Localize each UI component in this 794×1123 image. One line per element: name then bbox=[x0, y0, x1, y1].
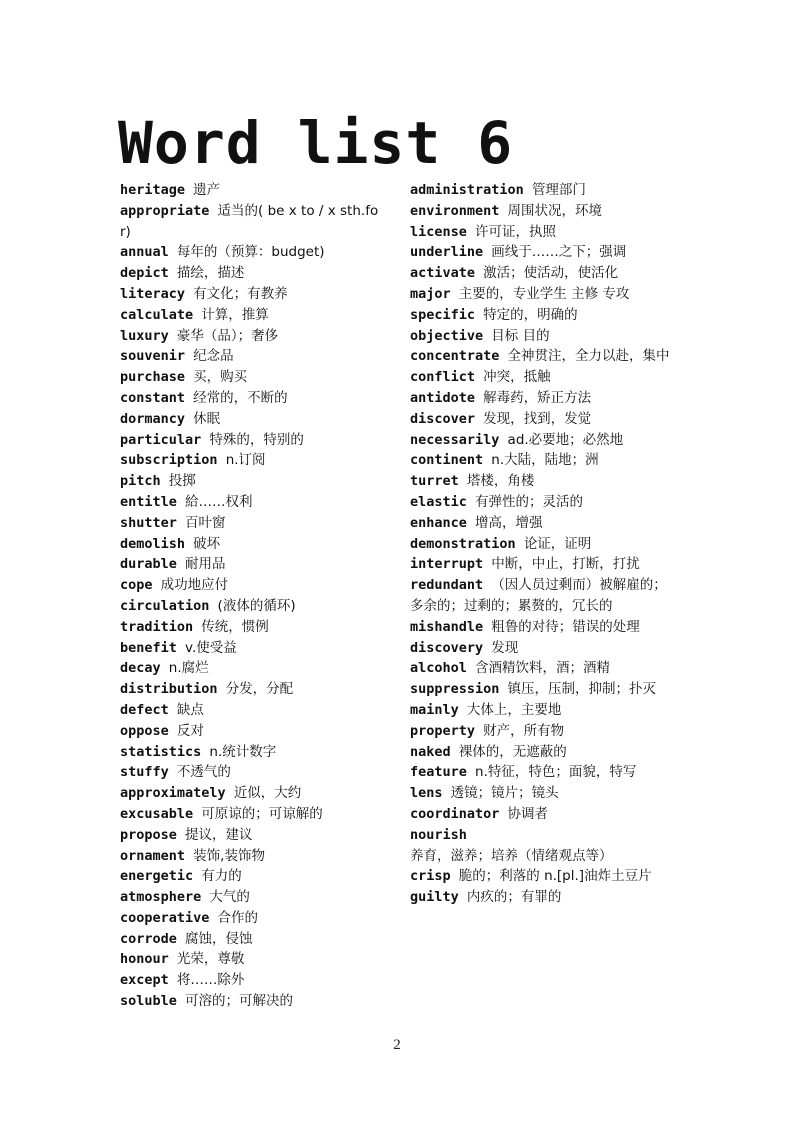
entry-definition: 养育，滋养；培养（情绪观点等） bbox=[410, 847, 613, 864]
entry-definition: 合作的 bbox=[217, 909, 259, 926]
entry-word: literacy bbox=[120, 285, 186, 302]
entry-word: naked bbox=[410, 743, 451, 760]
entry-word: subscription bbox=[120, 452, 218, 469]
word-entry bbox=[410, 180, 672, 201]
word-entry bbox=[120, 679, 382, 700]
word-entry bbox=[120, 326, 382, 347]
entry-definition: 解毒药，矫正方法 bbox=[483, 389, 592, 406]
entry-word: souvenir bbox=[120, 348, 186, 365]
word-entry bbox=[410, 554, 672, 575]
word-entry bbox=[120, 721, 382, 742]
entry-definition: 塔楼，角楼 bbox=[466, 473, 535, 490]
entry-definition: n.腐烂 bbox=[168, 660, 209, 677]
entry-definition: 裸体的，无遮蔽的 bbox=[458, 743, 567, 760]
entry-word: underline bbox=[410, 244, 484, 261]
entry-definition: 大体上，主要地 bbox=[466, 701, 562, 718]
entry-definition: 光荣，尊敬 bbox=[176, 951, 245, 968]
word-entry bbox=[410, 471, 672, 492]
entry-word: stuffy bbox=[120, 764, 169, 781]
entry-word: entitle bbox=[120, 493, 177, 510]
word-entry bbox=[410, 679, 672, 700]
word-entry bbox=[410, 617, 672, 638]
entry-definition: 传统，惯例 bbox=[201, 618, 269, 635]
entry-word: purchase bbox=[120, 369, 186, 386]
entry-definition: 协调者 bbox=[507, 805, 549, 822]
entry-definition: 镇压，压制，抑制；扑灭 bbox=[507, 681, 657, 698]
entry-word: administration bbox=[410, 182, 524, 198]
entry-definition: 不透气的 bbox=[176, 764, 231, 781]
entry-definition: 可原谅的；可谅解的 bbox=[201, 805, 323, 822]
word-entry bbox=[120, 201, 382, 243]
entry-word: environment bbox=[410, 202, 500, 219]
word-entry bbox=[120, 825, 382, 846]
entry-word: tradition bbox=[120, 618, 194, 635]
entry-definition: 周围状况，环境 bbox=[507, 202, 603, 219]
word-entry bbox=[410, 638, 672, 659]
entry-word: nourish bbox=[410, 826, 467, 843]
entry-word: decay bbox=[120, 660, 161, 677]
word-entry bbox=[120, 263, 382, 284]
word-entry bbox=[120, 762, 382, 783]
entry-word: coordinator bbox=[410, 805, 500, 822]
entry-definition: 有力的 bbox=[201, 868, 242, 885]
entry-definition: 含酒精饮料，酒；酒精 bbox=[475, 660, 611, 677]
entry-word: enhance bbox=[410, 514, 467, 531]
word-entry bbox=[120, 180, 382, 201]
entry-word: specific bbox=[410, 306, 476, 323]
word-entry bbox=[120, 492, 382, 513]
entry-definition: 买，购买 bbox=[193, 369, 248, 386]
word-entry bbox=[410, 222, 672, 243]
entry-word: concentrate bbox=[410, 348, 500, 365]
entry-word: particular bbox=[120, 431, 202, 448]
entry-definition: 发现 bbox=[491, 639, 519, 656]
word-entry bbox=[120, 284, 382, 305]
entry-word: luxury bbox=[120, 327, 169, 344]
entry-word: suppression bbox=[410, 681, 500, 698]
entry-word: except bbox=[120, 972, 169, 989]
word-entry bbox=[410, 450, 672, 471]
entry-definition: 分发，分配 bbox=[225, 681, 294, 698]
entry-word: cope bbox=[120, 577, 153, 594]
word-entry bbox=[410, 242, 672, 263]
entry-definition: 近似，大约 bbox=[233, 785, 302, 802]
entry-definition: 管理部门 bbox=[531, 182, 586, 198]
entry-definition: （因人员过剩而）被解雇的；多余的；过剩的；累赘的，冗长的 bbox=[410, 577, 667, 614]
word-entry bbox=[120, 887, 382, 908]
word-list-right-column bbox=[410, 180, 672, 908]
entry-word: soluble bbox=[120, 993, 177, 1010]
word-entry bbox=[410, 326, 672, 347]
entry-word: demonstration bbox=[410, 535, 516, 552]
word-entry bbox=[410, 513, 672, 534]
entry-definition: 缺点 bbox=[176, 701, 204, 718]
entry-word: necessarily bbox=[410, 431, 500, 448]
word-entry bbox=[120, 949, 382, 970]
word-entry bbox=[120, 554, 382, 575]
word-entry bbox=[410, 783, 672, 804]
entry-definition: 特殊的，特别的 bbox=[209, 431, 304, 448]
entry-definition: 描绘，描述 bbox=[176, 265, 245, 282]
entry-definition: 计算，推算 bbox=[201, 306, 269, 323]
entry-definition: n.统计数字 bbox=[209, 743, 277, 760]
entry-word: guilty bbox=[410, 889, 459, 906]
entry-word: benefit bbox=[120, 639, 177, 656]
page-title: Word list 6 bbox=[118, 109, 514, 177]
entry-definition: ad.必要地；必然地 bbox=[507, 431, 624, 448]
entry-definition: 投掷 bbox=[168, 473, 196, 490]
entry-word: activate bbox=[410, 265, 476, 282]
entry-word: redundant bbox=[410, 577, 484, 594]
entry-word: circulation bbox=[120, 597, 210, 614]
entry-definition: 主要的，专业学生 主修 专攻 bbox=[458, 285, 630, 302]
word-entry bbox=[410, 721, 672, 742]
word-entry bbox=[120, 970, 382, 991]
entry-definition: 有文化；有教养 bbox=[193, 285, 288, 302]
word-entry bbox=[120, 388, 382, 409]
entry-word: pitch bbox=[120, 473, 161, 490]
entry-definition: 透镜；镜片；镜头 bbox=[450, 785, 559, 802]
entry-definition: 有弹性的；灵活的 bbox=[475, 493, 584, 510]
word-entry bbox=[410, 825, 672, 867]
entry-word: shutter bbox=[120, 514, 177, 531]
entry-word: energetic bbox=[120, 868, 194, 885]
entry-definition: 反对 bbox=[176, 722, 204, 739]
word-entry bbox=[120, 804, 382, 825]
entry-word: major bbox=[410, 285, 451, 302]
entry-definition: 激活；使活动，使活化 bbox=[483, 265, 619, 282]
word-entry bbox=[120, 908, 382, 929]
word-entry bbox=[410, 263, 672, 284]
word-entry bbox=[410, 742, 672, 763]
word-entry bbox=[120, 513, 382, 534]
entry-definition: 每年的（预算：budget) bbox=[176, 244, 325, 261]
entry-definition: 内疚的；有罪的 bbox=[466, 889, 562, 906]
entry-word: cooperative bbox=[120, 909, 210, 926]
entry-definition: 成功地应付 bbox=[160, 577, 229, 594]
word-list-left-column bbox=[120, 180, 382, 1012]
word-entry bbox=[120, 575, 382, 596]
entry-word: continent bbox=[410, 452, 484, 469]
entry-word: interrupt bbox=[410, 556, 484, 573]
entry-word: excusable bbox=[120, 805, 194, 822]
entry-definition: 特定的，明确的 bbox=[483, 306, 578, 323]
entry-definition: 论证，证明 bbox=[523, 535, 592, 552]
entry-word: mishandle bbox=[410, 618, 484, 635]
word-entry bbox=[120, 617, 382, 638]
entry-word: oppose bbox=[120, 722, 169, 739]
entry-definition: 腐蚀，侵蚀 bbox=[185, 930, 253, 947]
entry-definition: 经常的，不断的 bbox=[193, 389, 288, 406]
entry-word: approximately bbox=[120, 785, 226, 802]
word-entry bbox=[120, 409, 382, 430]
entry-word: turret bbox=[410, 473, 459, 490]
entry-definition: 中断，中止，打断，打扰 bbox=[491, 556, 640, 573]
entry-definition: 大气的 bbox=[209, 889, 250, 906]
word-entry bbox=[410, 367, 672, 388]
entry-definition: 破坏 bbox=[193, 535, 221, 552]
word-entry bbox=[120, 367, 382, 388]
entry-definition: 将……除外 bbox=[176, 972, 245, 989]
entry-definition: 提议，建议 bbox=[185, 826, 253, 843]
entry-word: antidote bbox=[410, 389, 476, 406]
entry-definition: (液体的循环) bbox=[217, 597, 296, 614]
entry-word: honour bbox=[120, 951, 169, 968]
entry-word: crisp bbox=[410, 868, 451, 885]
word-entry bbox=[120, 700, 382, 721]
entry-word: discover bbox=[410, 410, 476, 427]
entry-word: statistics bbox=[120, 743, 202, 760]
word-entry bbox=[120, 638, 382, 659]
entry-definition: 百叶窗 bbox=[185, 514, 226, 531]
entry-definition: 遗产 bbox=[193, 182, 221, 198]
entry-word: mainly bbox=[410, 701, 459, 718]
entry-word: objective bbox=[410, 327, 484, 344]
entry-definition: 适当的( be x to / x sth.for) bbox=[120, 202, 379, 240]
entry-word: elastic bbox=[410, 493, 467, 510]
word-entry bbox=[410, 887, 672, 908]
entry-word: dormancy bbox=[120, 410, 186, 427]
entry-definition: 豪华（品）；奢侈 bbox=[176, 327, 279, 344]
word-entry bbox=[120, 846, 382, 867]
entry-definition: 财产，所有物 bbox=[483, 722, 565, 739]
entry-word: annual bbox=[120, 244, 169, 261]
entry-word: license bbox=[410, 223, 467, 240]
entry-definition: 画线于……之下；强调 bbox=[491, 244, 627, 261]
word-entry bbox=[410, 430, 672, 451]
word-entry bbox=[410, 409, 672, 430]
entry-word: depict bbox=[120, 265, 169, 282]
entry-definition: n.特征，特色；面貌，特写 bbox=[475, 764, 637, 781]
word-entry bbox=[410, 762, 672, 783]
entry-definition: n.订阅 bbox=[225, 452, 266, 469]
word-entry bbox=[410, 658, 672, 679]
entry-word: defect bbox=[120, 701, 169, 718]
entry-definition: 增高，增强 bbox=[475, 514, 543, 531]
entry-definition: 全神贯注，全力以赴，集中 bbox=[507, 348, 670, 365]
entry-definition: v.使受益 bbox=[185, 639, 237, 656]
word-entry bbox=[120, 866, 382, 887]
page-number: 2 bbox=[393, 1037, 401, 1053]
word-entry bbox=[120, 534, 382, 555]
entry-definition: 可溶的；可解决的 bbox=[185, 993, 294, 1010]
word-entry bbox=[410, 284, 672, 305]
entry-word: calculate bbox=[120, 306, 194, 323]
word-entry bbox=[120, 742, 382, 763]
word-entry bbox=[120, 450, 382, 471]
word-entry bbox=[120, 471, 382, 492]
word-entry bbox=[410, 575, 672, 617]
word-entry bbox=[410, 534, 672, 555]
word-entry bbox=[410, 492, 672, 513]
word-entry bbox=[120, 242, 382, 263]
entry-definition: 目标 目的 bbox=[491, 327, 550, 344]
word-entry bbox=[410, 201, 672, 222]
entry-definition: 休眠 bbox=[193, 410, 221, 427]
entry-word: constant bbox=[120, 389, 186, 406]
entry-word: propose bbox=[120, 826, 177, 843]
entry-word: discovery bbox=[410, 639, 484, 656]
word-entry bbox=[120, 346, 382, 367]
entry-definition: 纪念品 bbox=[193, 348, 234, 365]
entry-word: feature bbox=[410, 764, 467, 781]
word-entry bbox=[120, 596, 382, 617]
entry-word: conflict bbox=[410, 369, 476, 386]
word-entry bbox=[410, 866, 672, 887]
word-entry bbox=[410, 346, 672, 367]
entry-word: corrode bbox=[120, 930, 177, 947]
entry-word: appropriate bbox=[120, 202, 210, 219]
entry-word: ornament bbox=[120, 847, 186, 864]
entry-definition: 脆的；利落的 n.[pl.]油炸土豆片 bbox=[458, 868, 652, 885]
entry-definition: 耐用品 bbox=[185, 556, 226, 573]
entry-definition: 粗鲁的对待；错误的处理 bbox=[491, 618, 640, 635]
entry-word: lens bbox=[410, 785, 443, 802]
entry-word: property bbox=[410, 722, 476, 739]
word-entry bbox=[410, 700, 672, 721]
entry-definition: 许可证，执照 bbox=[475, 223, 557, 240]
word-entry bbox=[120, 783, 382, 804]
word-entry bbox=[410, 305, 672, 326]
entry-definition: 发现，找到，发觉 bbox=[483, 410, 592, 427]
entry-definition: n.大陆，陆地；洲 bbox=[491, 452, 599, 469]
entry-definition: 装饰,装饰物 bbox=[193, 847, 265, 864]
word-entry bbox=[410, 804, 672, 825]
entry-definition: 冲突，抵触 bbox=[483, 369, 551, 386]
entry-word: atmosphere bbox=[120, 889, 202, 906]
word-entry bbox=[120, 929, 382, 950]
entry-word: distribution bbox=[120, 681, 218, 698]
word-entry bbox=[410, 388, 672, 409]
entry-word: durable bbox=[120, 556, 177, 573]
entry-definition: 給……权利 bbox=[185, 493, 253, 510]
entry-word: heritage bbox=[120, 182, 186, 198]
word-entry bbox=[120, 305, 382, 326]
word-entry bbox=[120, 658, 382, 679]
entry-word: demolish bbox=[120, 535, 186, 552]
word-entry bbox=[120, 430, 382, 451]
entry-word: alcohol bbox=[410, 660, 467, 677]
word-entry bbox=[120, 991, 382, 1012]
